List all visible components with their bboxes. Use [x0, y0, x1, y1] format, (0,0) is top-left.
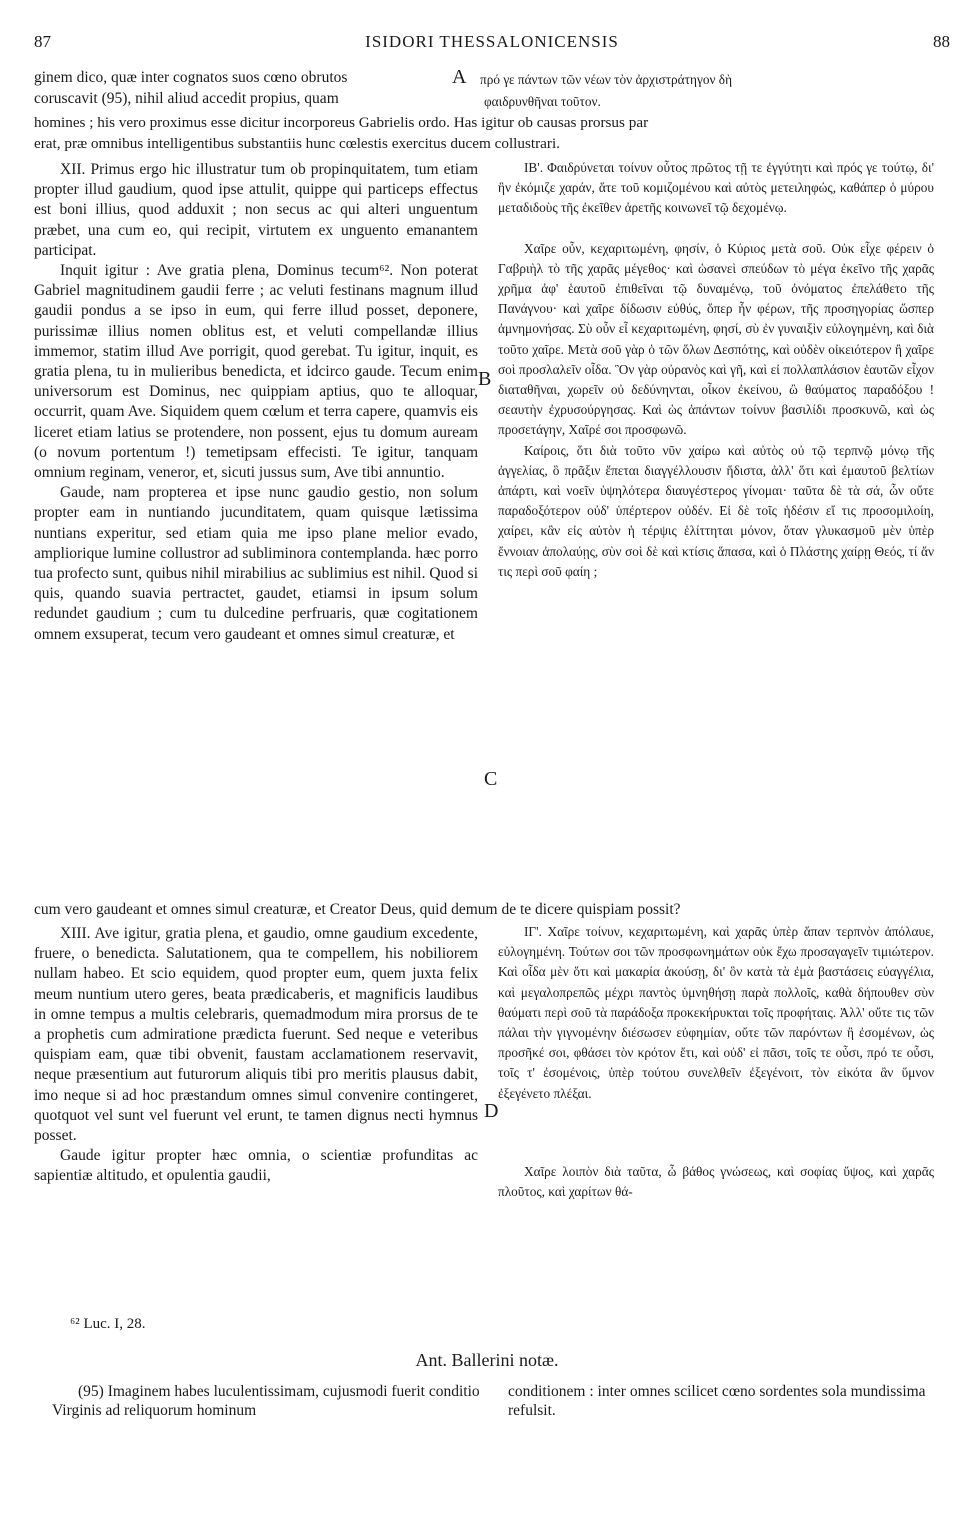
notes-heading: Ant. Ballerini notæ.	[415, 1350, 559, 1370]
footnote: ⁶² Luc. I, 28.	[70, 1316, 146, 1332]
greek-paragraph-kairois: Καίροις, ὅτι διὰ τοῦτο νῦν χαίρω καὶ αὐτὸς οὐ τῷ τερπνῷ μόνῳ τῆς ἀγγελίας, ὃ πρᾶξιν ἕπεται διαγγέλλουσιν ἥδιστα, ἀλλ' ὅτι καὶ ἐμαυτοῦ βελτίων ἀπάρτι, καὶ νοεῖν ὑψηλότερα διαυγέστερος γίνομαι· ταῦτα δὲ τὰ σά, ὧν οὔτε παραδοξότερον οὐδ' ὑπέρτερον οὐδέν. Εἰ δὲ τοῖς ἡδέσιν εἴ τις προσομιλοίη, χαίρει, κἂν εἰς αὐτὸν ἡ τέρψις ἑλίττηται μόνον, ὅταν γλυκασμοῦ μὲν ὑπὲρ ἔννοιαν ἀπολαύῃς, σὺν σοὶ δὲ καὶ κτίσις ἅπασα, καὶ ὁ Πλάστης χαίρῃ Θεός, τί ἄν τις περὶ σοῦ φαίη ;	[498, 442, 934, 579]
note-left	[52, 1382, 488, 1420]
note-right	[508, 1382, 944, 1420]
greek-paragraph-chaire: Χαῖρε οὖν, κεχαριτωμένη, φησίν, ὁ Κύριος μετὰ σοῦ. Οὐκ εἶχε φέρειν ὁ Γαβριὴλ τὸ τῆς χαρᾶς μέγεθος· καὶ ὡσανεὶ σπεύδων τὸ μέγα ἐκεῖνο τῆς χαρᾶς χρῆμα ἀφ' ἑαυτοῦ ἐπιθεῖναι τῷ δυναμένῳ, τοῦ ὀνόματος ἐπελάθετο τῆς Πανάγνου· καὶ χαῖρε δίδωσιν εὐθύς, ὅπερ ἦν φέρων, τῆς προσηγορίας ὥσπερ ἀμνημονήσας. Σὺ οὖν εἶ κεχαριτωμένη, φησί, σὺ ἐν γυναιξὶν εὐλογημένη, καὶ διὰ τοῦτο χαῖρε. Μετὰ σοῦ γὰρ ὁ τῶν ὅλων Δεσπότης, καὶ οὐδὲν οἰκειότερον ἢ χαῖρε σοὶ προσλαλεῖν οἶδα. Ὃν γὰρ οὐρανὸς καὶ γῆ, καὶ εἰ πολλαπλάσιον ἑαυτῶν εἶχον διαταθῆναι, χωρεῖν οὐ δεδύνηνται, οἶκον ἐκείνου, ὢ θαύματος παραδόξου ! σεαυτὴν ἐχρυσούργησας. Καὶ ὡς ἁπάντων τοίνυν βασιλίδι προσκυνῶ, καὶ ὡς προσετάγην, Χαῖρέ σοι προσφωνῶ.	[498, 240, 934, 438]
intro-line-2-latin: coruscavit (95), nihil aliud accedit propius, quam	[34, 90, 339, 107]
latin-column-lower	[34, 924, 478, 1187]
greek-paragraph-chaire-loipon: Χαῖρε λοιπὸν διὰ ταῦτα, ὦ βάθος γνώσεως, καὶ σοφίας ὕψος, καὶ χαρᾶς πλοῦτος, καὶ χαρίτων θά-	[498, 1163, 934, 1200]
note-left-text: (95) Imaginem habes luculentissimam, cujusmodi fuerit conditio Virginis ad reliquorum hominum	[52, 1383, 480, 1419]
latin-paragraph-inquit: Inquit igitur : Ave gratia plena, Dominus tecum⁶². Non poterat Gabriel magnitudinem gaudii ferre ; ac veluti festinans magnum illud gaudii pondus a se ipso in eum, qui ferre illud posset, deponere, purissimæ illius nomen oblitus est, et veluti compellandæ illius immemor, statim illud Ave porrigit, quod gerebat. Tu igitur, inquit, es gratia plena, tu in mulieribus benedicta, et idcirco gaude. Tecum enim universorum est Dominus, nec quippiam aptius, quo te alloquar, occurrit, quam Ave. Siquidem quem cœlum et terra capere, quamvis eis liceret etiam latius se protendere, non possent, ejus tu domum auream (o novum portentum !) temetipsam effecisti. Te igitur, tanquam omnium reginam, veneror, et, sicuti jussus sum, Ave tibi annuntio.	[34, 262, 478, 482]
latin-paragraph-xiii: XIII. Ave igitur, gratia plena, et gaudio, omne gaudium excedente, fruere, o benedicta. Salutationem, qua te compellem, his nobiliorem nullam habeo. Et scio equidem, quod propter eum, quem juxta felix meum nuntium utero geres, beata prædicaberis, et magnificis laudibus in omne tempus a multis celebraris, quemadmodum mira prorsus de te a prophetis cum admiratione prædicta fuerunt. Sed neque e veteribus quispiam eam, quæ tibi obvenit, faustam acclamationem reservavit, neque præsentium aut futurorum aliquis tibi pro meritis plausus dabit, imo neque si ad hoc præstandum omnes simul convenire contingeret, quotquot vel sunt vel fuerunt vel erunt, te tamen dignus necti hymnus posset.	[34, 925, 478, 1145]
intro-line-3: homines ; his vero proximus esse dicitur incorporeus Gabrielis ordo. Has igitur ob causas prorsus par	[34, 114, 649, 131]
latin-paragraph-gaude-igitur: Gaude igitur propter hæc omnia, o scientiæ profunditas ac sapientiæ altitudo, et opulentia gaudii,	[34, 1147, 478, 1185]
page-number-right: 88	[933, 32, 950, 51]
note-right-text: conditionem : inter omnes scilicet cœno sordentes sola mundissima refulsit.	[508, 1383, 926, 1419]
greek-column-main	[498, 158, 934, 582]
running-header	[34, 32, 950, 56]
column-marker-d: D	[484, 1100, 499, 1122]
column-marker-b: B	[478, 368, 492, 390]
intro-line-1-latin: ginem dico, quæ inter cognatos suos cœno obrutos	[34, 69, 348, 86]
column-marker-c: C	[484, 768, 498, 790]
running-title: ISIDORI THESSALONICENSIS	[365, 32, 619, 51]
intro-line-2-greek: φαιδρυνθῆναι τοῦτον.	[484, 94, 601, 109]
intro-line-1-greek: πρό γε πάντων τῶν νέων τὸν ἀρχιστράτηγον δὴ	[480, 72, 733, 87]
latin-paragraph-xii: XII. Primus ergo hic illustratur tum ob propinquitatem, tum etiam propter illud gaudium, quod ipse attulit, quippe qui particeps effectus est boni illius, quod adduxit ; non secus ac qui alteri unguentum præbet, una cum eo, qui recipit, virtutem ex unguento emanantem participat.	[34, 161, 478, 259]
latin-column-main	[34, 160, 478, 645]
column-marker-a: A	[452, 66, 467, 88]
page-number-left: 87	[34, 32, 51, 51]
greek-column-lower	[498, 922, 934, 1202]
bridge-line: cum vero gaudeant et omnes simul creaturæ, et Creator Deus, quid demum de te dicere quispiam possit?	[34, 901, 681, 918]
intro-line-4: erat, præ omnibus intelligentibus substantiis hunc cœlestis exercitus ducem collustrari.	[34, 135, 560, 152]
latin-paragraph-gaude: Gaude, nam propterea et ipse nunc gaudio gestio, non solum propter eam in nuntiando jucunditatem, quam quisque lætissima nuntians experitur, sed etiam quia me ipso plane melior evado, ampliorique lumine collustror ad subliminora contemplanda. hæc porro tua profecto sunt, quibus nihil mirabilius ac sublimius est nihil. Quod si quis, quando suavia pertractet, gaudet, etiamsi in ipsum solum redundet gaudium ; cum tu dulcedine perfruaris, quæ cogitationem omnem exsuperat, tecum vero gaudeant et omnes simul creaturæ, et	[34, 484, 478, 643]
greek-paragraph-ib: ΙΒ'. Φαιδρύνεται τοίνυν οὗτος πρῶτος τῇ τε ἐγγύτητι καὶ πρός γε τούτῳ, δι' ἣν ἐκόμιζε χαράν, ἅτε τοῦ κομιζομένου καὶ αὐτὸς μετειληφώς, καθάπερ ὁ μύρου μεταδιδοὺς τῆς ἐκεῖθεν ἀρετῆς κοινωνεῖ τῷ δεχομένῳ.	[498, 160, 934, 216]
greek-paragraph-ig: ΙΓ'. Χαῖρε τοίνυν, κεχαριτωμένη, καὶ χαρᾶς ὑπὲρ ἅπαν τερπνὸν ἀπόλαυε, εὐλογημένη. Τούτων σοι τῶν προσφωνημάτων οὐκ ἔχω προσαγαγεῖν τιμιώτερον. Καὶ οἶδα μὲν ὅτι καὶ μακαρία ἀκούσῃ, δι' ὃν κατὰ τὰ ἐμὰ βαστάσεις εὐαγγέλια, καὶ μεγαλοπρεπῶς μέχρι παντὸς ὑμνηθήσῃ παρὰ πολλοῖς, καθὰ δήπουθεν σὺν θαύματι περὶ σοῦ τὰ παράδοξα προκεκήρυκται τοῖς προφήταις. Ἀλλ' οὔτε τις τῶν πάλαι τὴν γιγνομένην διέσωσεν εὐφημίαν, οὔτε τῶν παρόντων ἢ ἐσομένων, ὡς προσῆκέ σοι, φθάσει τὸν κρότον ἔτι, καὶ οὐδ' εἰ πᾶσι, τοῖς τε οὖσι, πρό τε οὖσι, τοῖς τ' ἐσομένοις, ὑπὲρ τούτου συνελθεῖν ἐξεγένοιτ, τὸν εἰκότα ἂν ὕμνον ἐξεγένετο πλέξαι.	[498, 924, 934, 1101]
